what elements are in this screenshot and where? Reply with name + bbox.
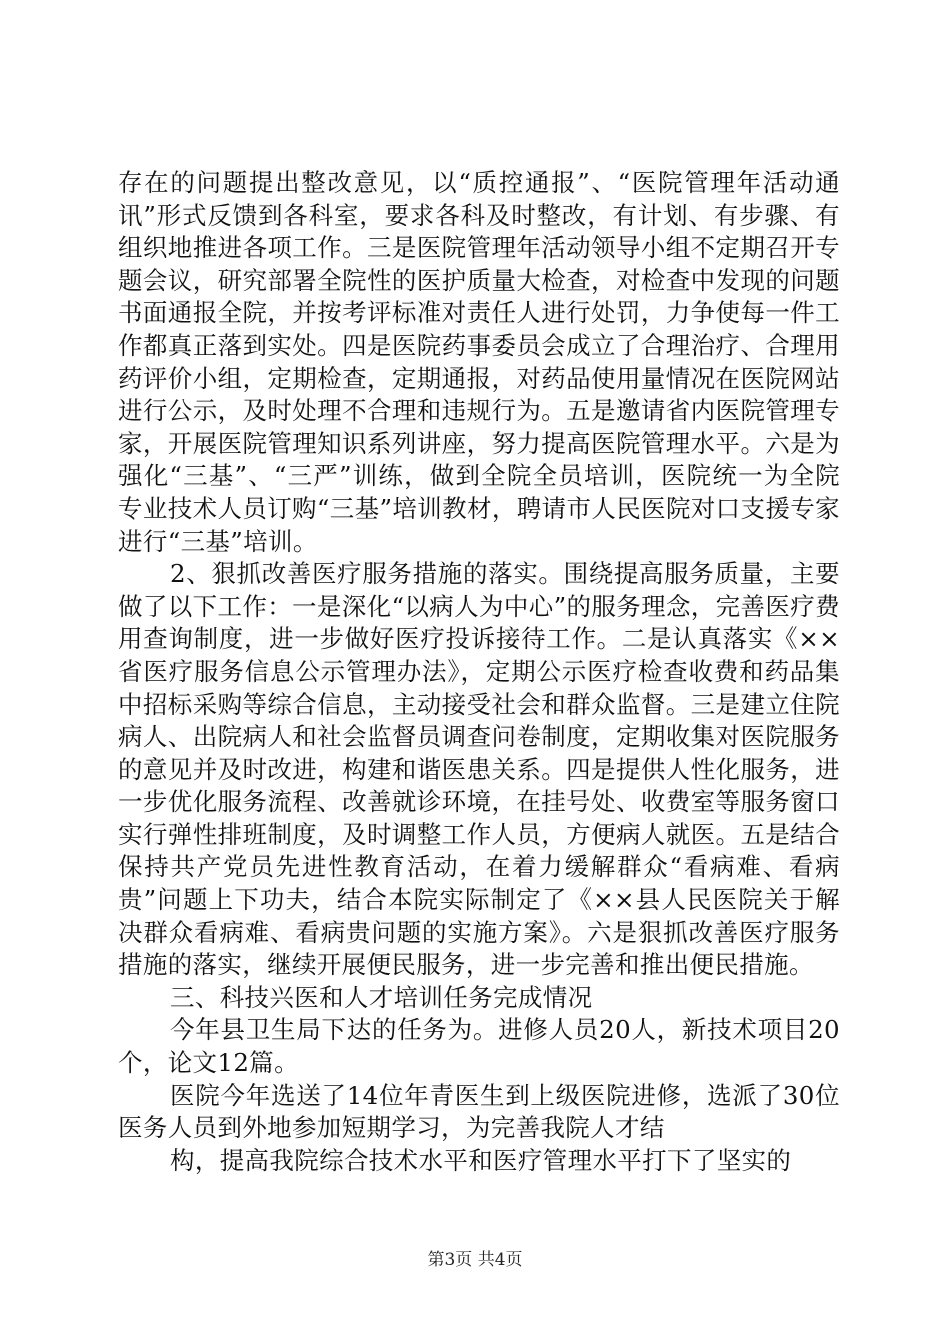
paragraph-foundation-continuation: 构，提高我院综合技术水平和医疗管理水平打下了坚实的 bbox=[170, 1145, 792, 1175]
section-heading-talent-training: 三、科技兴医和人才培训任务完成情况 bbox=[170, 982, 593, 1012]
page-footer: 第3页 共4页 bbox=[427, 1250, 523, 1270]
document-body bbox=[118, 167, 840, 1177]
paragraph-management-year-continuation: 存在的问题提出整改意见，以“质控通报”、“医院管理年活动通讯”形式反馈到各科室，要求各科及时整改，有计划、有步骤、有组织地推进各项工作。三是医院管理年活动领导小组不定期召开专题会议，研究部署全院性的医护质量大检查，对检查中发现的问题书面通报全院，并按考评标准对责任人进行处罚，力争使每一件工作都真正落到实处。四是医院药事委员会成立了合理治疗、合理用药评价小组，定期检查，定期通报，对药品使用量情况在医院网站进行公示，及时处理不合理和违规行为。五是邀请省内医院管理专家，开展医院管理知识系列讲座，努力提高医院管理水平。六是为强化“三基”、“三严”训练，做到全院全员培训，医院统一为全院专业技术人员订购“三基”培训教材，聘请市人民医院对口支援专家进行“三基”培训。 bbox=[118, 168, 840, 556]
paragraph-county-tasks: 今年县卫生局下达的任务为。进修人员20人，新技术项目20个，论文12篇。 bbox=[118, 1015, 840, 1078]
paragraph-doctor-training: 医院今年选送了14位年青医生到上级医院进修，选派了30位医务人员到外地参加短期学习，为完善我院人才结 bbox=[118, 1080, 840, 1143]
paragraph-medical-service-measures: 2、狠抓改善医疗服务措施的落实。围绕提高服务质量，主要做了以下工作：一是深化“以病人为中心”的服务理念，完善医疗费用查询制度，进一步做好医疗投诉接待工作。二是认真落实《××省医疗服务信息公示管理办法》，定期公示医疗检查收费和药品集中招标采购等综合信息，主动接受社会和群众监督。三是建立住院病人、出院病人和社会监督员调查问卷制度，定期收集对医院服务的意见并及时改进，构建和谐医患关系。四是提供人性化服务，进一步优化服务流程、改善就诊环境，在挂号处、收费室等服务窗口实行弹性排班制度，及时调整工作人员，方便病人就医。五是结合保持共产党员先进性教育活动，在着力缓解群众“看病难、看病贵”问题上下功夫，结合本院实际制定了《××县人民医院关于解决群众看病难、看病贵问题的实施方案》。六是狠抓改善医疗服务措施的落实，继续开展便民服务，进一步完善和推出便民措施。 bbox=[118, 559, 840, 980]
